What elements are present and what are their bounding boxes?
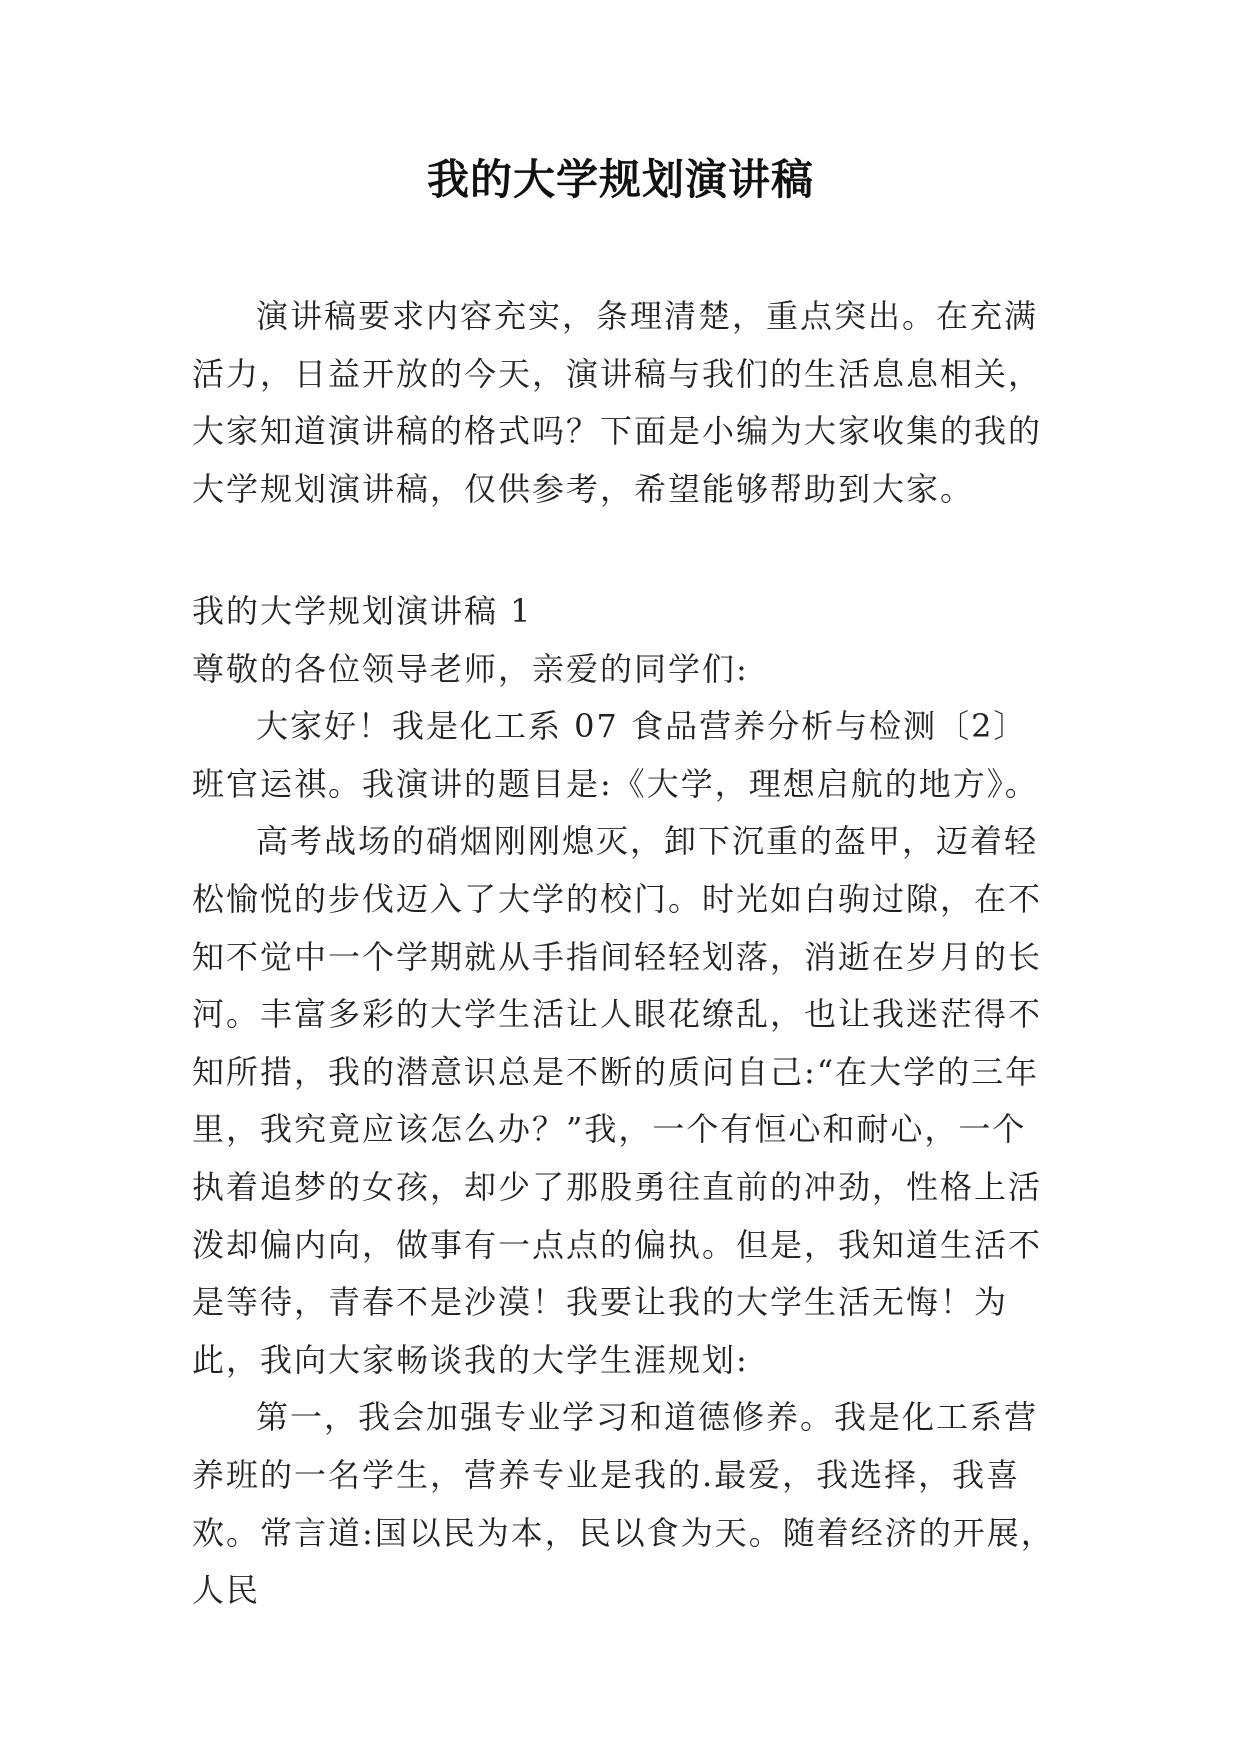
section-heading: 我的大学规划演讲稿 1 [192,592,533,630]
body-paragraph: 高考战场的硝烟刚刚熄灭，卸下沉重的盔甲，迈着轻松愉悦的步伐迈入了大学的校门。时光如白驹过隙，在不知不觉中一个学期就从手指间轻轻划落，消逝在岁月的长河。丰富多彩的大学生活让人眼花缭乱，也让我迷茫得不知所措，我的潜意识总是不断的质问自己:“在大学的三年里，我究竟应该怎么办？”我，一个有恒心和耐心，一个执着追梦的女孩，却少了那股勇往直前的冲劲，性格上活泼却偏内向，做事有一点点的偏执。但是，我知道生活不是等待，青春不是沙漠！我要让我的大学生活无悔！为此，我向大家畅谈我的大学生涯规划: [192,822,1043,1379]
body-paragraph: 大家好！我是化工系 07 食品营养分析与检测〔2〕班官运祺。我演讲的题目是:《大学，理想启航的地方》。 [192,707,1039,803]
intro-block [192,288,1060,518]
salutation: 尊敬的各位领导老师，亲爱的同学们: [192,649,749,688]
speech-section [192,583,1060,1620]
body-paragraph: 第一，我会加强专业学习和道德修养。我是化工系营养班的一名学生，营养专业是我的.最爱，我选择，我喜欢。常言道:国以民为本，民以食为天。随着经济的开展，人民 [192,1398,1055,1610]
intro-paragraph: 演讲稿要求内容充实，条理清楚，重点突出。在充满活力，日益开放的今天，演讲稿与我们的生活息息相关，大家知道演讲稿的格式吗？下面是小编为大家收集的我的大学规划演讲稿，仅供参考，希望能够帮助到大家。 [192,297,1043,508]
document-title: 我的大学规划演讲稿 [426,155,814,204]
